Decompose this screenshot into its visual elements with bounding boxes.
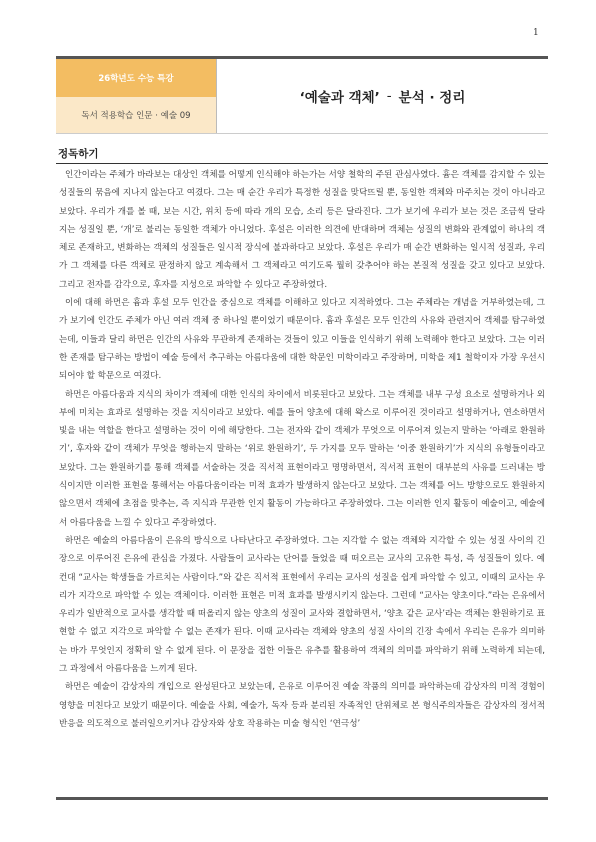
paragraph-5: 하먼은 예술이 감상자의 개입으로 완성된다고 보았는데, 은유로 이루어진 예술 작품의 의미를 파악하는데 감상자의 미적 경험이 영향을 미친다고 보았기 때문이다. 예술을 사회, 예술가, 독자 등과 분리된 자족적인 단위체로 본 형식주의자들은 감상자의 정서적 반응을 의도적으로 불러일으키거나 감상자와 상호 작용하는 미술 형식인 ‘연극성’: [59, 682, 545, 729]
reading-passage: [56, 163, 548, 800]
title-main: ‘예술과 객체’: [299, 90, 380, 106]
section-heading: 정독하기: [58, 148, 99, 160]
header-bottom-rule: [56, 133, 548, 134]
title-sub: 분석 · 정리: [398, 90, 466, 106]
footer-rule: [56, 797, 548, 800]
page-number: 1: [533, 28, 539, 38]
paragraph-3: 하먼은 아름다움과 지식의 차이가 객체에 대한 인식의 차이에서 비롯된다고 보았다. 그는 객체를 내부 구성 요소로 설명하거나 외부에 미치는 효과로 설명하는 것을 지식이라고 보았다. 예를 들어 양초에 대해 왁스로 이루어진 것이라고 설명하거나, 연소하면서 빛을 내는 역할을 한다고 설명하는 것이 이에 해당한다. 그는 전자와 같이 객체가 무엇으로 이루어져 있는지 말하는 ‘아래로 환원하기’, 후자와 같이 객체가 무엇을 행하는지 말하는 ‘위로 환원하기’, 두 가지를 모두 말하는 ‘이중 환원하기’가 지식의 유형들이라고 보았다. 그는 환원하기를 통해 객체를 서술하는 것을 직서적 표현이라고 명명하면서, 직서적 표현이 대부분의 사유를 드러내는 방식이지만 이러한 표현을 통해서는 아름다움이라는 미적 효과가 발생하지 않는다고 보았다. 그는 객체를 어느 방향으로도 환원하지 않으면서 객체에 초점을 맞추는, 즉 지식과 무관한 인지 활동이 가능하다고 주장하였다. 그는 이러한 인지 활동이 예술이고, 예술에서 아름다움을 느낄 수 있다고 주장하였다.: [59, 389, 545, 528]
passage-text: [56, 164, 548, 733]
exam-badge: 26학년도 수능 특강: [56, 59, 216, 97]
paragraph-1: 인간이라는 주체가 바라보는 대상인 객체를 어떻게 인식해야 하는가는 서양 철학의 주된 관심사였다. 흄은 객체를 감지할 수 있는 성질들의 묶음에 지나지 않는다고 여겼다. 그는 매 순간 우리가 특정한 성질을 맞닥뜨릴 뿐, 동일한 객체와 마주치는 것이 아니라고 보았다. 우리가 개를 볼 때, 보는 시간, 위치 등에 따라 개의 모습, 소리 등은 달라진다. 그가 보기에 우리가 보는 것은 조금씩 달라지는 성질일 뿐, ‘개’로 불리는 동일한 객체가 아니었다. 후설은 이러한 의견에 반대하며 객체는 성질의 변화와 관계없이 하나의 객체로 존재하고, 변화하는 객체의 성질들은 일시적 장식에 불과하다고 보았다. 후설은 우리가 매 순간 변화하는 일시적 성질과, 우리가 그 객체를 다른 객체로 판정하지 않고 계속해서 그 객체라고 여기도록 뭘히 갖추어야 하는 본질적 성질을 갖고 있다고 보았다. 그리고 전자를 감각으로, 후자를 지성으로 파악할 수 있다고 주장하였다.: [59, 170, 545, 290]
title-dash: -: [386, 88, 392, 104]
page-title: [217, 59, 548, 133]
paragraph-2: 이에 대해 하먼은 흄과 후설 모두 인간을 중심으로 객체를 이해하고 있다고 지적하였다. 그는 주체라는 개념을 거부하였는데, 그가 보기에 인간도 주체가 아닌 여러 객체 중 하나일 뿐이었기 때문이다. 흄과 후설은 모두 인간의 사유와 관련지어 객체를 탐구하였는데, 이들과 달리 하먼은 인간의 사유와 무관하게 존재하는 것들이 있고 이들을 인식하기 위해 노력해야 한다고 보았다. 그는 이러한 존재를 탐구하는 방법이 예술 등에서 추구하는 아름다움에 대한 학문인 미학이라고 주장하며, 미학을 제1 철학이자 가장 우선시되어야 할 학문으로 여겼다.: [59, 298, 545, 382]
paragraph-4: 하먼은 예술의 아름다움이 은유의 방식으로 나타난다고 주장하였다. 그는 지각할 수 없는 객체와 지각할 수 있는 성질 사이의 긴장으로 이루어진 은유에 관심을 가졌다. 사람들이 교사라는 단어를 들었을 때 떠오르는 교사의 고유한 특성, 즉 성질들이 있다. 예컨대 “교사는 학생들을 가르치는 사람이다.”와 같은 직서적 표현에서 우리는 교사의 성질을 쉽게 파악할 수 있고, 이때의 교사는 우리가 지각으로 파악할 수 있는 객체이다. 이러한 표현은 미적 효과를 발생시키지 않는다. 그런데 “교사는 양초이다.”라는 은유에서 우리가 일반적으로 교사를 생각할 때 떠올리지 않는 양초의 성질이 교사와 결합하면서, ‘양초 같은 교사’라는 객체는 환원하기로 표현할 수 없고 지각으로 파악할 수 없는 존재가 된다. 이때 교사라는 객체와 양초의 성질 사이의 긴장 속에서 우리는 은유가 의미하는 바가 무엇인지 정확히 알 수 없게 된다. 이 문장을 접한 이들은 유추를 활용하여 객체의 의미를 파악하기 위해 노력하게 되는데, 그 과정에서 아름다움을 느끼게 된다.: [59, 535, 545, 675]
course-label: 독서 적용학습 인문 · 예술 09: [56, 97, 216, 133]
